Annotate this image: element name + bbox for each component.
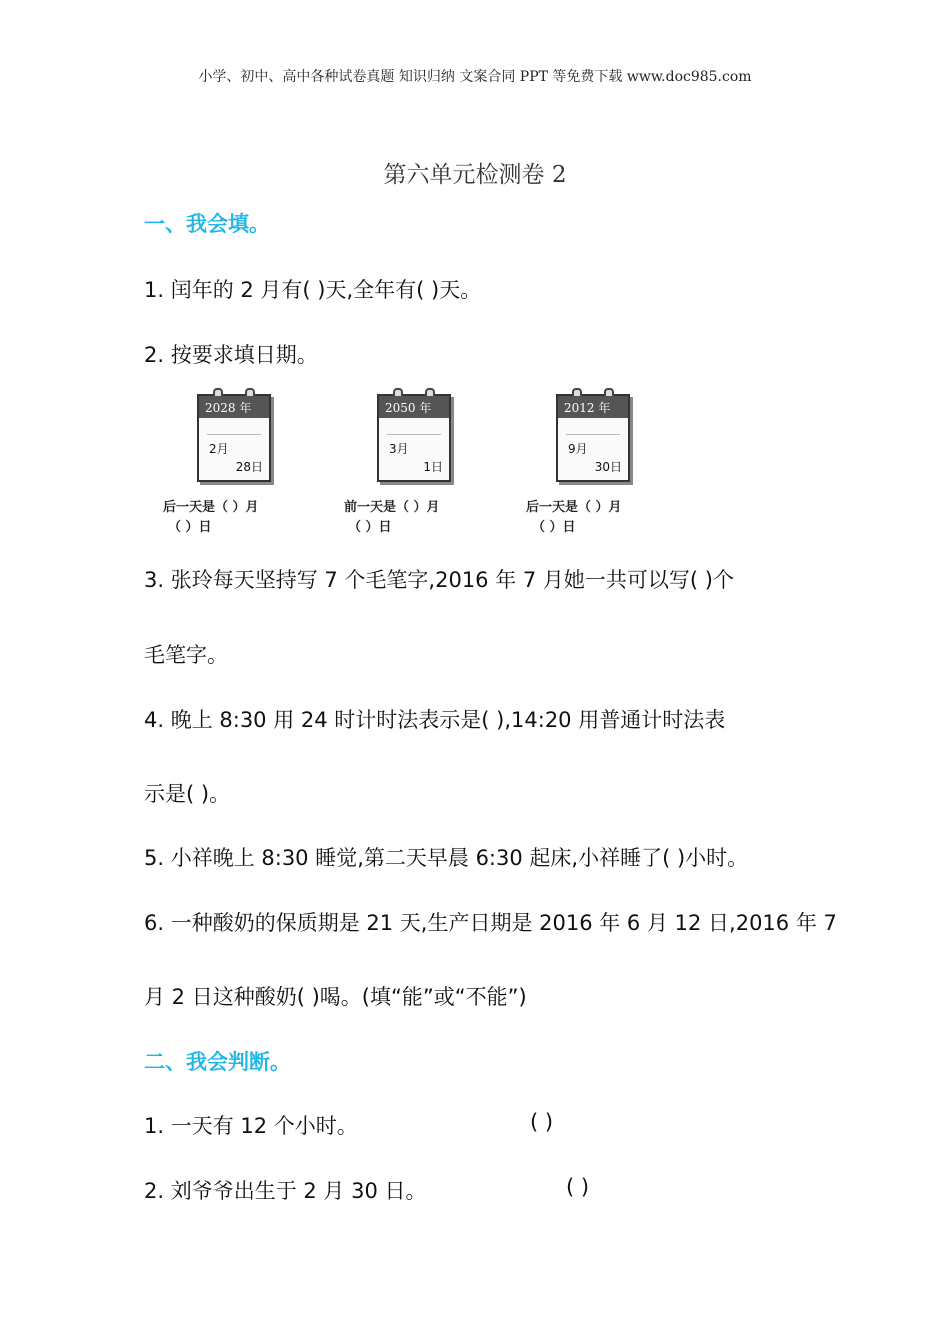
calendar-day: 28日	[235, 460, 263, 474]
question-6-line2: 月 2 日这种酸奶( )喝。(填“能”或“不能”)	[144, 985, 527, 1009]
calendar-year: 2050 年	[379, 396, 449, 418]
calendar-2028	[197, 388, 271, 480]
calendar-caption-line1: 前一天是（ ）月	[344, 500, 440, 515]
calendar-caption-line2: （ ）日	[168, 520, 212, 535]
judge-1-answer-bracket[interactable]: ( )	[530, 1110, 554, 1134]
calendar-caption-line2: （ ）日	[532, 520, 576, 535]
calendar-day: 1日	[423, 460, 443, 474]
question-5: 5. 小祥晚上 8:30 睡觉,第二天早晨 6:30 起床,小祥睡了( )小时。	[144, 846, 749, 870]
calendar-month: 2月	[209, 442, 229, 456]
judge-1-text: 1. 一天有 12 个小时。	[144, 1114, 358, 1138]
calendar-caption-line2: （ ）日	[348, 520, 392, 535]
question-6-line1: 6. 一种酸奶的保质期是 21 天,生产日期是 2016 年 6 月 12 日,2016 年 7	[144, 911, 837, 935]
page-header: 小学、初中、高中各种试卷真题 知识归纳 文案合同 PPT 等免费下载 www.doc985.com	[198, 69, 752, 85]
calendar-month: 3月	[389, 442, 409, 456]
calendar-month: 9月	[568, 442, 588, 456]
judge-2-text: 2. 刘爷爷出生于 2 月 30 日。	[144, 1179, 427, 1203]
question-2: 2. 按要求填日期。	[144, 343, 318, 367]
question-1: 1. 闰年的 2 月有( )天,全年有( )天。	[144, 278, 482, 302]
calendar-year: 2028 年	[199, 396, 269, 418]
question-4-line1: 4. 晚上 8:30 用 24 时计时法表示是( ),14:20 用普通计时法表	[144, 708, 726, 732]
calendar-caption-line1: 后一天是（ ）月	[526, 500, 622, 515]
question-4-line2: 示是( )。	[144, 782, 231, 806]
question-3-line1: 3. 张玲每天坚持写 7 个毛笔字,2016 年 7 月她一共可以写( )个	[144, 568, 734, 592]
calendar-year: 2012 年	[558, 396, 628, 418]
calendar-caption-line1: 后一天是（ ）月	[163, 500, 259, 515]
section-fill-in-heading: 一、我会填。	[144, 212, 270, 236]
page-title: 第六单元检测卷 2	[383, 162, 567, 188]
question-3-line2: 毛笔字。	[144, 643, 228, 667]
section-judge-heading: 二、我会判断。	[144, 1050, 291, 1074]
judge-2-answer-bracket[interactable]: ( )	[566, 1175, 590, 1199]
calendar-2050	[377, 388, 451, 480]
calendar-day: 30日	[594, 460, 622, 474]
calendar-2012	[556, 388, 630, 480]
